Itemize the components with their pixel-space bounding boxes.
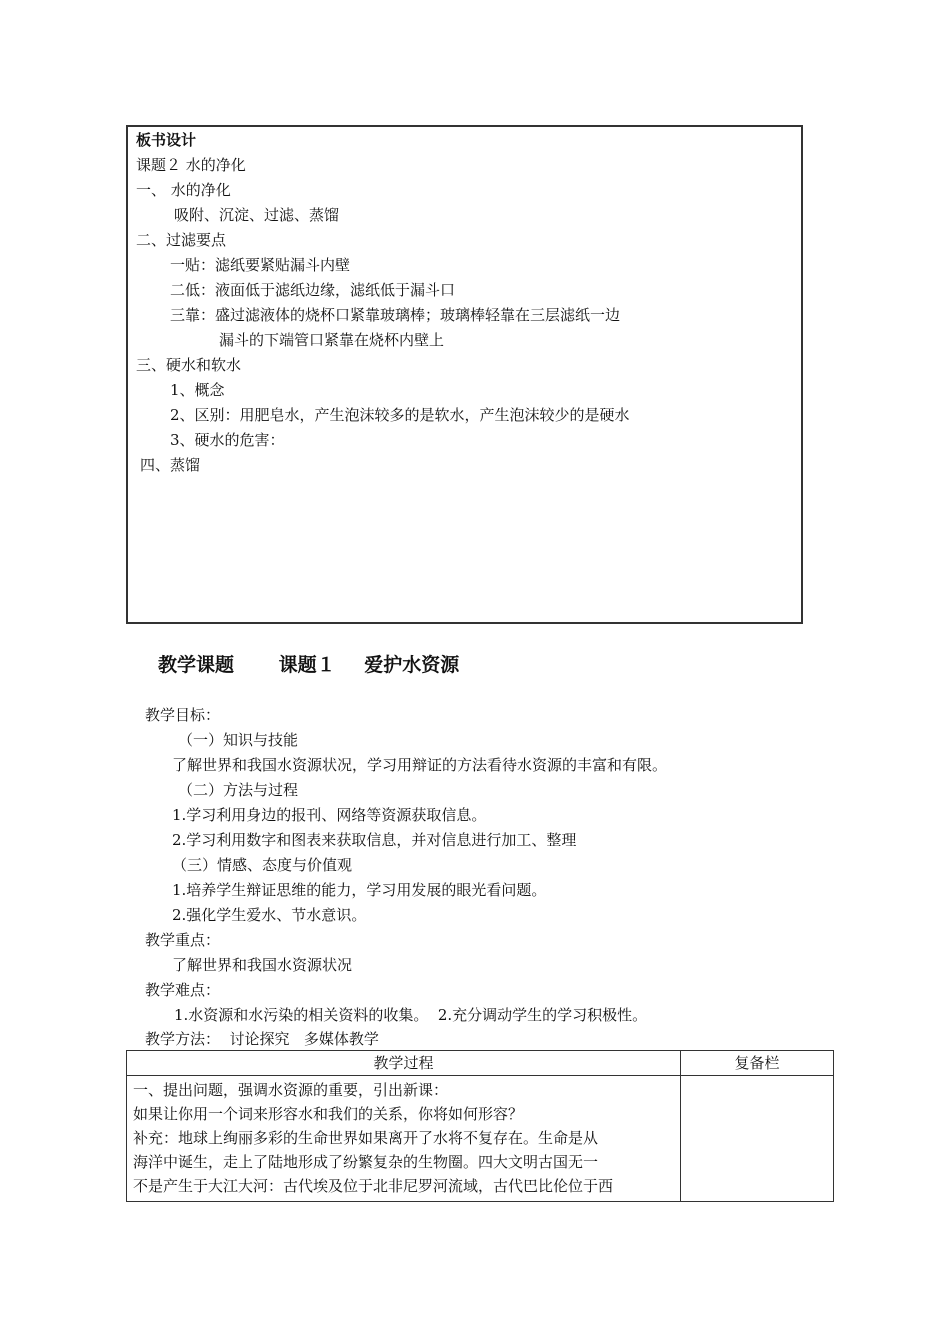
process-line: 补充：地球上绚丽多彩的生命世界如果离开了水将不复存在。生命是从 — [133, 1129, 599, 1147]
board-line-10: 1、概念 — [170, 381, 225, 399]
board-line-9: 三、硬水和软水 — [136, 356, 242, 374]
objective-method-heading: （二）方法与过程 — [178, 781, 299, 799]
objective-emotion-item-1: 1.培养学生辩证思维的能力，学习用发展的眼光看问题。 — [172, 881, 547, 899]
board-line-1: 课题２ 水的净化 — [136, 156, 246, 174]
board-line-11: 2、区别：用肥皂水，产生泡沫较多的是软水，产生泡沫较少的是硬水 — [170, 406, 630, 424]
lesson-heading — [158, 653, 459, 677]
objective-knowledge-text: 了解世界和我国水资源状况，学习用辩证的方法看待水资源的丰富和有限。 — [172, 756, 668, 774]
board-line-3: 吸附、沉淀、过滤、蒸馏 — [174, 206, 340, 224]
board-title: 板书设计 — [136, 131, 197, 149]
key-points-title: 教学重点： — [145, 931, 221, 949]
board-line-13: 四、蒸馏 — [140, 456, 201, 474]
teaching-process-table — [126, 1050, 834, 1202]
objectives-title: 教学目标： — [145, 706, 221, 724]
board-line-5: 一贴：滤纸要紧贴漏斗内壁 — [170, 256, 351, 274]
board-line-2: 一、 水的净化 — [136, 181, 231, 199]
board-line-12: 3、硬水的危害： — [170, 431, 285, 449]
lesson-number: 课题１ — [278, 654, 336, 676]
process-line: 不是产生于大江大河：古代埃及位于北非尼罗河流域，古代巴比伦位于西 — [133, 1177, 614, 1195]
teaching-methods: 教学方法： 讨论探究 多媒体教学 — [145, 1030, 379, 1048]
process-line: 如果让你用一个词来形容水和我们的关系，你将如何形容？ — [133, 1105, 524, 1123]
objective-method-item-1: 1.学习利用身边的报刊、网络等资源获取信息。 — [172, 806, 487, 824]
board-line-4: 二、过滤要点 — [136, 231, 227, 249]
review-notes-cell — [681, 1076, 834, 1202]
board-line-8: 漏斗的下端管口紧靠在烧杯内壁上 — [219, 331, 445, 349]
lesson-topic: 爱护水资源 — [364, 654, 460, 676]
board-line-6: 二低：液面低于滤纸边缘，滤纸低于漏斗口 — [170, 281, 456, 299]
process-content-cell — [127, 1076, 681, 1202]
objective-emotion-item-2: 2.强化学生爱水、节水意识。 — [172, 906, 367, 924]
review-notes-header: 复备栏 — [681, 1051, 834, 1076]
difficulties-title: 教学难点： — [145, 981, 221, 999]
lesson-label: 教学课题 — [158, 654, 235, 676]
objective-emotion-heading: （三）情感、态度与价值观 — [172, 856, 353, 874]
key-points-text: 了解世界和我国水资源状况 — [172, 956, 353, 974]
objective-knowledge-heading: （一）知识与技能 — [178, 731, 299, 749]
process-header: 教学过程 — [127, 1051, 681, 1076]
process-line: 一、提出问题，强调水资源的重要，引出新课： — [133, 1081, 449, 1099]
board-line-7: 三靠：盛过滤液体的烧杯口紧靠玻璃棒；玻璃棒轻靠在三层滤纸一边 — [170, 306, 621, 324]
difficulties-text: 1.水资源和水污染的相关资料的收集。 2.充分调动学生的学习积极性。 — [174, 1006, 648, 1024]
objective-method-item-2: 2.学习利用数字和图表来获取信息，并对信息进行加工、整理 — [172, 831, 577, 849]
process-line: 海洋中诞生，走上了陆地形成了纷繁复杂的生物圈。四大文明古国无一 — [133, 1153, 599, 1171]
